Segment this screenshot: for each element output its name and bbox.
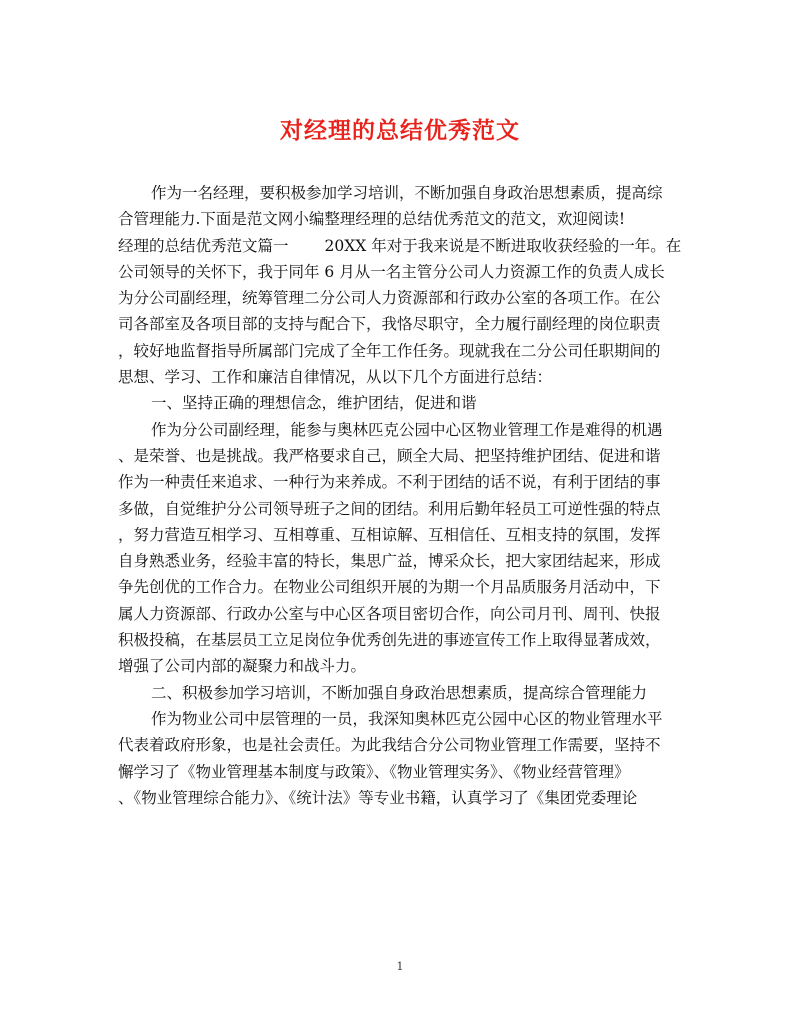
document-title: 对经理的总结优秀范文 <box>280 117 520 144</box>
paragraph-line: 、《物业管理综合能力》、《统计法》等专业书籍，认真学习了《集团党委理论 <box>118 788 638 807</box>
paragraph-line: ，较好地监督指导所属部门完成了全年工作任务。现就我在二分公司任职期间的 <box>118 341 661 360</box>
paragraph-line: 作为分公司副经理，能参与奥林匹克公园中心区物业管理工作是难得的机遇 <box>151 420 663 439</box>
section-heading: 一、坚持正确的理想信念，维护团结，促进和谐 <box>151 394 477 413</box>
paragraph-line: 增强了公司内部的凝聚力和战斗力。 <box>118 657 367 676</box>
paragraph-line: 、是荣誉、也是挑战。我严格要求自己，顾全大局、把坚持维护团结、促进和谐 <box>118 446 661 465</box>
paragraph-line: 属人力资源部、行政办公室与中心区各项目密切合作，向公司月刊、周刊、快报 <box>118 604 661 623</box>
paragraph-line: 代表着政府形象，也是社会责任。为此我结合分公司物业管理工作需要，坚持不 <box>118 736 661 755</box>
paragraph-line: 多做，自觉维护分公司领导班子之间的团结。利用后勤年轻员工可逆性强的特点 <box>118 499 661 518</box>
paragraph-line: 自身熟悉业务，经验丰富的特长，集思广益，博采众长，把大家团结起来，形成 <box>118 552 661 571</box>
section-heading: 二、积极参加学习培训，不断加强自身政治思想素质，提高综合管理能力 <box>151 683 648 702</box>
document-body <box>118 180 680 811</box>
paragraph-line: 为分公司副经理，统筹管理二分公司人力资源部和行政办公室的各项工作。在公 <box>118 289 661 308</box>
paragraph-line: 作为一名经理，要积极参加学习培训，不断加强自身政治思想素质，提高综 <box>151 184 663 202</box>
paragraph-line: 作为一种责任来追求、一种行为来养成。不利于团结的话不说，有利于团结的事 <box>118 473 661 492</box>
paragraph-text: 20XX 年对于我来说是不断进取收获经验的一年。在 <box>324 236 682 255</box>
paragraph-line: 积极投稿，在基层员工立足岗位争优秀创先进的事迹宣传工作上取得显著成效， <box>118 631 661 650</box>
paragraph-line: 公司领导的关怀下，我于同年 6 月从一名主管分公司人力资源工作的负责人成长 <box>118 262 665 281</box>
section-heading-text: 经理的总结优秀范文篇一 <box>118 236 289 255</box>
paragraph-line: 懈学习了《物业管理基本制度与政策》、《物业管理实务》、《物业经营管理》 <box>118 762 630 781</box>
paragraph-line: 作为物业公司中层管理的一员，我深知奥林匹克公园中心区的物业管理水平 <box>151 709 663 728</box>
page-number: 1 <box>396 960 404 973</box>
paragraph-line-compound <box>118 233 680 259</box>
paragraph-line: 思想、学习、工作和廉洁自律情况，从以下几个方面进行总结： <box>118 368 553 387</box>
paragraph-line: 司各部室及各项目部的支持与配合下，我恪尽职守，全力履行副经理的岗位职责 <box>118 315 661 334</box>
paragraph-line: 争先创优的工作合力。在物业公司组织开展的为期一个月品质服务月活动中，下 <box>118 578 661 597</box>
paragraph-line: 合管理能力.下面是范文网小编整理经理的总结优秀范文的范文，欢迎阅读! <box>118 210 626 229</box>
paragraph-line: ，努力营造互相学习、互相尊重、互相谅解、互相信任、互相支持的氛围，发挥 <box>118 525 661 544</box>
